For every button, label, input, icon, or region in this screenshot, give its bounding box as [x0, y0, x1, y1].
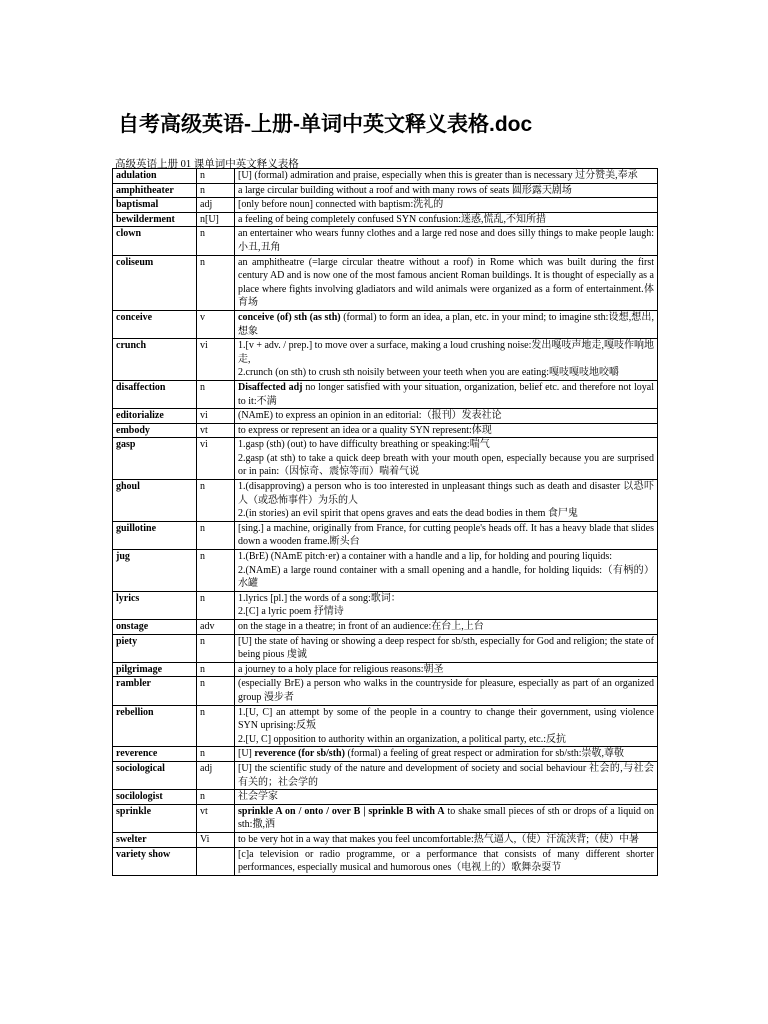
definition-line: a feeling of being completely confused SYN confusion:迷惑,慌乱,不知所措	[238, 213, 546, 225]
definition-line: 2.[C] a lyric poem 抒情诗	[238, 606, 344, 618]
pos-cell: n	[197, 183, 235, 198]
pos-cell: n	[197, 662, 235, 677]
definition-line: on the stage in a theatre; in front of an audience:在台上,上台	[238, 621, 484, 632]
table-row	[113, 310, 658, 338]
pos-cell: vt	[197, 423, 235, 438]
definition-cell	[235, 790, 658, 805]
definition-text: (formal) a feeling of great respect or admiration for sb/sth:崇敬,尊敬	[344, 748, 625, 760]
definition-cell	[235, 620, 658, 635]
table-row	[113, 409, 658, 424]
definition-line	[238, 805, 654, 832]
word-cell: gasp	[113, 438, 197, 480]
word-cell: jug	[113, 550, 197, 592]
word-cell: guillotine	[113, 521, 197, 549]
definition-line: 2.gasp (at sth) to take a quick deep breath with your mouth open, especially because you are surprised or in pain:（因惊奇、震惊等而）喘着气说	[238, 452, 654, 478]
table-row	[113, 169, 658, 184]
word-cell: variety show	[113, 847, 197, 875]
table-row	[113, 634, 658, 662]
table-row	[113, 620, 658, 635]
word-cell: rebellion	[113, 705, 197, 747]
definition-line: [U] the state of having or showing a deep respect for sb/sth, especially for God and religion; the state of being pious 虔诚	[238, 635, 654, 661]
headword-phrase: reverence (for sb/sth)	[254, 748, 345, 760]
definition-line: [sing.] a machine, originally from France, for cutting people's heads off. It has a heavy blade that slides down a wooden frame.断头台	[238, 522, 654, 548]
word-cell: coliseum	[113, 255, 197, 310]
definition-line: a journey to a holy place for religious reasons:朝圣	[238, 663, 444, 675]
pos-cell: n	[197, 747, 235, 762]
word-cell: bewilderment	[113, 212, 197, 227]
definition-line: a large circular building without a roof and with many rows of seats 圆形露天剧场	[238, 184, 572, 196]
definition-cell	[235, 212, 658, 227]
word-cell: sprinkle	[113, 804, 197, 832]
word-cell: amphitheater	[113, 183, 197, 198]
definition-line: [c]a television or radio programme, or a performance that consists of many different shorter performances, especially musical and humorous ones（电视上的）歌舞杂耍节	[238, 848, 654, 874]
table-row	[113, 790, 658, 805]
pos-cell: Vi	[197, 832, 235, 847]
definition-line: to express or represent an idea or a quality SYN represent:体现	[238, 424, 492, 436]
pos-cell: vi	[197, 339, 235, 381]
definition-line	[238, 747, 654, 761]
pos-cell: n[U]	[197, 212, 235, 227]
definition-cell	[235, 423, 658, 438]
pos-cell: n	[197, 591, 235, 619]
table-row	[113, 480, 658, 522]
word-cell: clown	[113, 227, 197, 255]
definition-line: 2.crunch (on sth) to crush sth noisily between your teeth when you are eating:嘎吱嘎吱地咬嚼	[238, 367, 620, 379]
definition-line	[238, 381, 654, 408]
definition-cell	[235, 847, 658, 875]
definition-text: (formal) to form an idea, a plan, etc. in your mind; to imagine sth:设想,想出,想象	[238, 311, 655, 337]
table-row	[113, 212, 658, 227]
definition-line: to be very hot in a way that makes you feel uncomfortable:热气逼人,（使）汗流浃背;（使）中暑	[238, 833, 640, 845]
definition-cell	[235, 198, 658, 213]
table-row	[113, 255, 658, 310]
table-row	[113, 591, 658, 619]
pos-cell: n	[197, 227, 235, 255]
definition-cell	[235, 438, 658, 480]
definition-line: (NAmE) to express an opinion in an editorial:（报刊）发表社论	[238, 410, 502, 422]
definition-cell	[235, 521, 658, 549]
definition-line: 1.(disapproving) a person who is too interested in unpleasant things such as death and disaster 以恐吓人（或恐怖事件）为乐的人	[238, 481, 654, 506]
pos-cell: vt	[197, 804, 235, 832]
definition-cell	[235, 677, 658, 705]
definition-line: 1.lyrics [pl.] the words of a song:歌词：	[238, 592, 401, 604]
table-row	[113, 550, 658, 592]
pos-cell: vi	[197, 438, 235, 480]
definition-line: [only before noun] connected with baptism:洗礼的	[238, 199, 444, 211]
definition-line: 1.gasp (sth) (out) to have difficulty breathing or speaking:喘气	[238, 439, 490, 451]
definition-cell	[235, 550, 658, 592]
pos-cell: n	[197, 634, 235, 662]
definition-cell	[235, 480, 658, 522]
table-caption: 高级英语上册 01 课单词中英文释义表格	[115, 159, 299, 170]
word-cell: baptismal	[113, 198, 197, 213]
word-cell: piety	[113, 634, 197, 662]
word-cell: reverence	[113, 747, 197, 762]
pos-cell: adj	[197, 198, 235, 213]
table-row	[113, 847, 658, 875]
definition-line: 1.[v + adv. / prep.] to move over a surface, making a loud crushing noise:发出嘎吱声地走,嘎吱作响地走,	[238, 340, 654, 365]
definition-line: 社会学家	[238, 791, 278, 803]
table-row	[113, 438, 658, 480]
definition-line: 1.[U, C] an attempt by some of the people in a country to change their government, using violence SYN uprising:反叛	[238, 706, 654, 732]
definition-line: an entertainer who wears funny clothes and a large red nose and does silly things to make people laugh:小丑,丑角	[238, 228, 654, 253]
vocabulary-table-body	[113, 169, 658, 876]
definition-cell	[235, 380, 658, 408]
word-cell: disaffection	[113, 380, 197, 408]
pos-cell: n	[197, 790, 235, 805]
pos-cell: n	[197, 705, 235, 747]
definition-cell	[235, 747, 658, 762]
pos-cell: v	[197, 310, 235, 338]
definition-cell	[235, 832, 658, 847]
pos-cell: n	[197, 255, 235, 310]
headword-phrase: Disaffected adj	[238, 381, 303, 393]
definition-line: [U] (formal) admiration and praise, especially when this is greater than is necessary 过分赞美,奉承	[238, 170, 638, 181]
definition-cell	[235, 409, 658, 424]
definition-cell	[235, 804, 658, 832]
word-cell: lyrics	[113, 591, 197, 619]
table-row	[113, 183, 658, 198]
pos-cell: n	[197, 380, 235, 408]
table-row	[113, 804, 658, 832]
word-cell: conceive	[113, 310, 197, 338]
definition-cell	[235, 591, 658, 619]
definition-line: (especially BrE) a person who walks in the countryside for pleasure, especially as part of an organized group 漫步者	[238, 678, 654, 703]
table-row	[113, 339, 658, 381]
pos-cell: n	[197, 480, 235, 522]
pos-cell	[197, 847, 235, 875]
vocabulary-table	[112, 168, 658, 876]
headword-phrase: sprinkle A on / onto / over B | sprinkle B with A	[238, 805, 445, 817]
definition-cell	[235, 339, 658, 381]
word-cell: rambler	[113, 677, 197, 705]
pos-cell: vi	[197, 409, 235, 424]
table-row	[113, 832, 658, 847]
definition-cell	[235, 662, 658, 677]
definition-line: 2.(NAmE) a large round container with a small opening and a handle, for holding liquids:（有柄的）水罐	[238, 564, 654, 590]
word-cell: crunch	[113, 339, 197, 381]
pos-cell: n	[197, 677, 235, 705]
definition-cell	[235, 705, 658, 747]
table-row	[113, 423, 658, 438]
pos-cell: n	[197, 521, 235, 549]
definition-line: an amphitheatre (=large circular theatre without a roof) in Rome which was built during the first century AD and is now one of the most famous ancient Roman buildings. It is thought of especially as a place where fights involving gladiators and wild animals were organized as a form of entertainment.体育场	[238, 256, 654, 309]
definition-cell	[235, 183, 658, 198]
table-row	[113, 227, 658, 255]
pos-cell: n	[197, 169, 235, 184]
definition-cell	[235, 634, 658, 662]
table-row	[113, 761, 658, 789]
definition-cell	[235, 255, 658, 310]
definition-cell	[235, 169, 658, 184]
table-row	[113, 198, 658, 213]
word-cell: socilologist	[113, 790, 197, 805]
word-cell: embody	[113, 423, 197, 438]
table-row	[113, 521, 658, 549]
word-cell: ghoul	[113, 480, 197, 522]
definition-text: to shake small pieces of sth or drops of a liquid on sth:撒,洒	[238, 805, 654, 831]
table-row	[113, 380, 658, 408]
definition-cell	[235, 227, 658, 255]
pos-cell: n	[197, 550, 235, 592]
definition-line: 2.[U, C] opposition to authority within an organization, a political party, etc.:反抗	[238, 733, 566, 745]
word-cell: pilgrimage	[113, 662, 197, 677]
table-row	[113, 705, 658, 747]
pos-cell: adj	[197, 761, 235, 789]
definition-line: 1.(BrE) (NAmE pitch·er) a container with a handle and a lip, for holding and pouring liquids:	[238, 551, 613, 563]
definition-line: 2.(in stories) an evil spirit that opens graves and eats the dead bodies in them 食尸鬼	[238, 508, 578, 520]
pos-cell: adv	[197, 620, 235, 635]
headword-phrase: conceive (of) sth (as sth)	[238, 311, 341, 323]
word-cell: adulation	[113, 169, 197, 184]
table-row	[113, 677, 658, 705]
definition-line	[238, 311, 654, 338]
definition-cell	[235, 310, 658, 338]
definition-line: [U] the scientific study of the nature and development of society and social behaviour 社会的,与社会有关的；社会学的	[238, 762, 654, 788]
word-cell: onstage	[113, 620, 197, 635]
definition-cell	[235, 761, 658, 789]
definition-text: no longer satisfied with your situation, organization, belief etc. and therefore not loyal to it:不满	[238, 381, 654, 407]
table-row	[113, 662, 658, 677]
table-row	[113, 747, 658, 762]
word-cell: sociological	[113, 761, 197, 789]
document-title: 自考高级英语-上册-单词中英文释义表格.doc	[118, 113, 533, 136]
word-cell: editorialize	[113, 409, 197, 424]
definition-prefix: [U]	[238, 748, 255, 760]
word-cell: swelter	[113, 832, 197, 847]
